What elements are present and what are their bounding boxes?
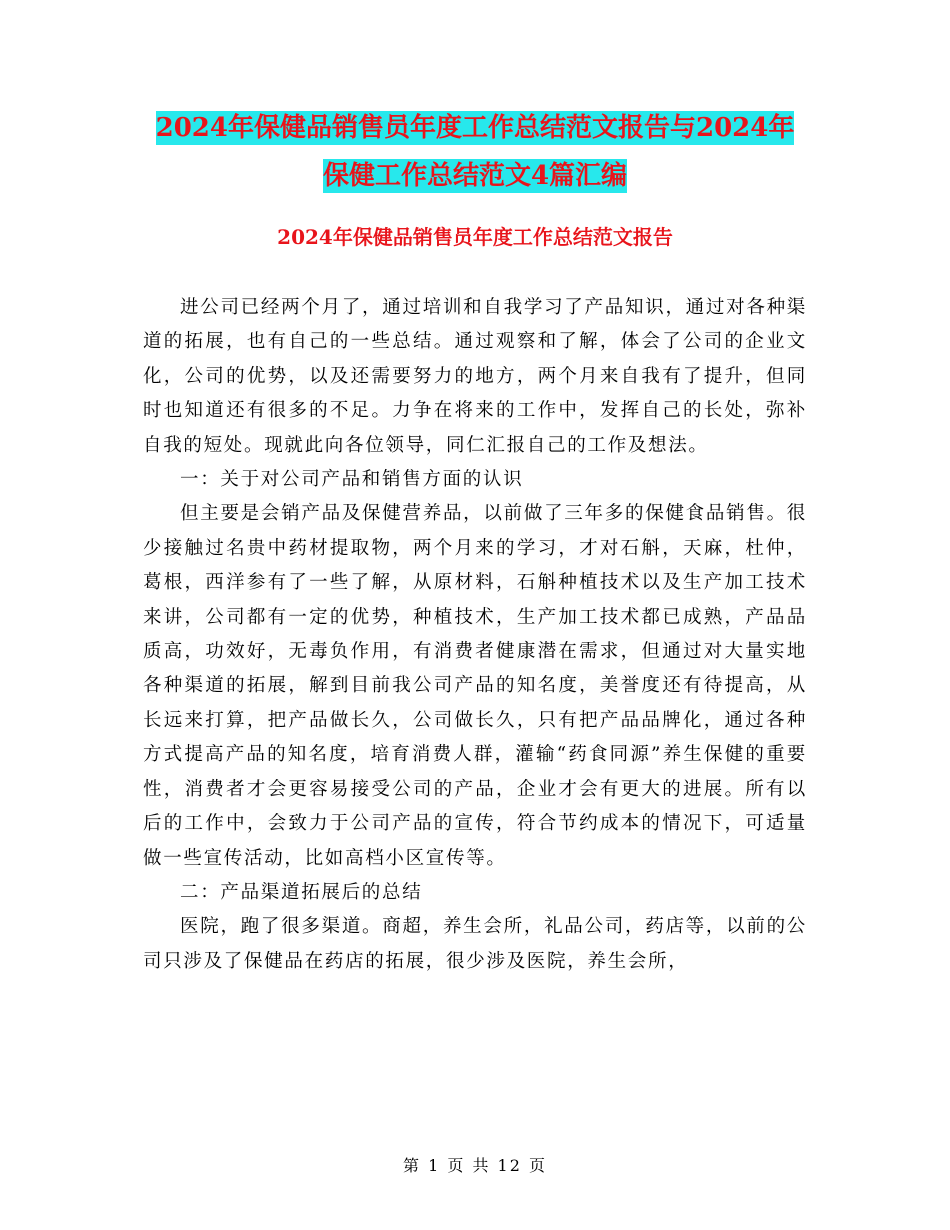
paragraph-product-understanding: 但主要是会销产品及保健营养品，以前做了三年多的保健食品销售。很少接触过名贵中药材提取物，两个月来的学习，才对石斛，天麻，杜仲，葛根，西洋参有了一些了解，从原材料，石斛种植技术以及生产加工技术来讲，公司都有一定的优势，种植技术，生产加工技术都已成熟，产品品质高，功效好，无毒负作用，有消费者健康潜在需求，但通过对大量实地各种渠道的拓展，解到目前我公司产品的知名度，美誉度还有待提高，从长远来打算，把产品做长久，公司做长久，只有把产品品牌化，通过各种方式提高产品的知名度，培育消费人群，灌输“药食同源”养生保健的重要性，消费者才会更容易接受公司的产品，企业才会有更大的进展。所有以后的工作中，会致力于公司产品的宣传，符合节约成本的情况下，可适量做一些宣传活动，比如高档小区宣传等。 [143,503,807,869]
page-number-footer: 第 1 页 共 12 页 [403,1156,547,1175]
heading-section-1: 一：关于对公司产品和销售方面的认识 [180,469,524,491]
document-title-line-2: 保健工作总结范文4篇汇编 [322,161,628,191]
document-title-line-1: 2024年保健品销售员年度工作总结范文报告与2024年 [155,113,795,143]
paragraph-intro: 进公司已经两个月了，通过培训和自我学习了产品知识，通过对各种渠道的拓展，也有自己的一些总结。通过观察和了解，体会了公司的企业文化，公司的优势，以及还需要努力的地方，两个月来自我有了提升，但同时也知道还有很多的不足。力争在将来的工作中，发挥自己的长处，弥补自我的短处。现就此向各位领导，同仁汇报自己的工作及想法。 [143,297,807,456]
paragraph-channel-summary: 医院，跑了很多渠道。商超，养生会所，礼品公司，药店等，以前的公司只涉及了保健品在药店的拓展，很少涉及医院，养生会所， [143,916,807,972]
document-title [140,104,810,200]
document-body [143,291,807,979]
section-title: 2024年保健品销售员年度工作总结范文报告 [277,225,673,249]
heading-section-2: 二：产品渠道拓展后的总结 [180,881,423,903]
